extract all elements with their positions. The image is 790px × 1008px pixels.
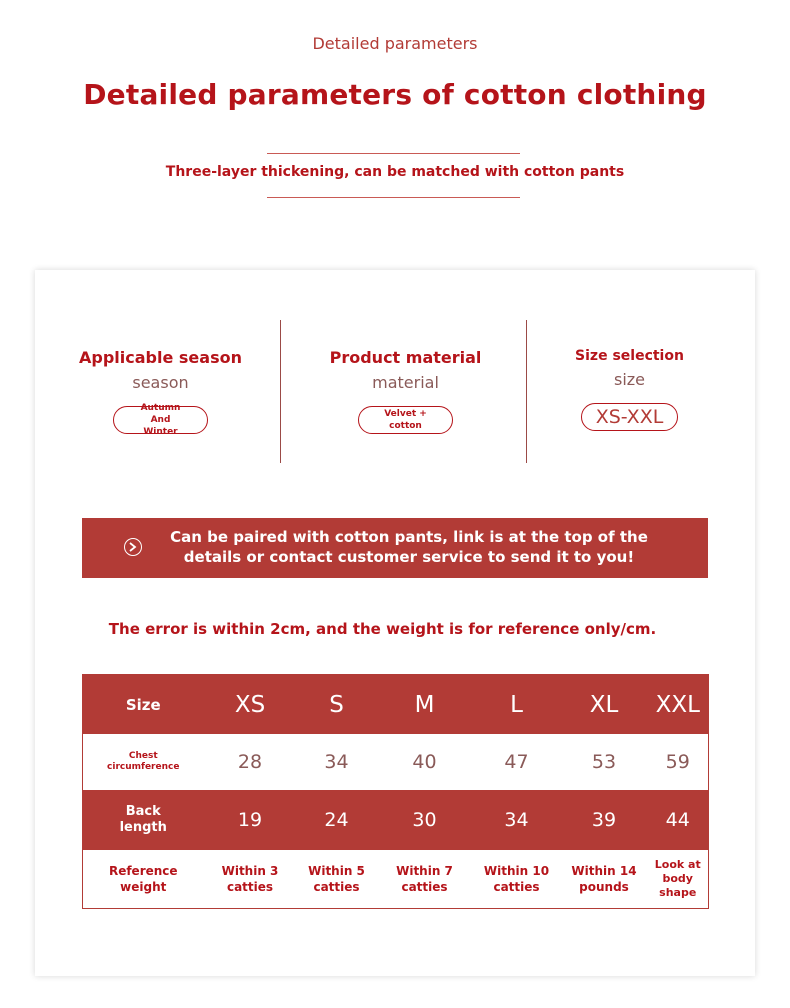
chest-cell: 28	[204, 734, 297, 790]
season-column	[38, 320, 283, 437]
weight-cell: Within 10 catties	[473, 850, 561, 909]
page-subtitle: Detailed parameters	[312, 34, 478, 53]
weight-row-label: Reference weight	[83, 850, 204, 909]
material-subtitle: material	[372, 373, 439, 392]
size-title: Size selection	[575, 348, 684, 364]
chevron-right-circle-icon	[124, 538, 142, 556]
weight-cell: Within 3 catties	[204, 850, 297, 909]
season-value-pill: Autumn And Winter	[113, 406, 208, 434]
size-cell: XS	[204, 675, 297, 735]
size-table	[82, 674, 709, 909]
chest-cell: 47	[473, 734, 561, 790]
size-subtitle: size	[613, 370, 646, 389]
banner-text: Can be paired with cotton pants, link is at the top of the details or contact customer service to send it to you!	[170, 528, 648, 566]
chest-cell: 53	[561, 734, 648, 790]
size-cell: M	[377, 675, 473, 735]
pairing-banner	[82, 518, 708, 578]
weight-cell: Look at body shape	[648, 850, 709, 909]
table-row	[83, 790, 709, 850]
size-cell: S	[297, 675, 377, 735]
back-cell: 34	[473, 790, 561, 850]
chest-cell: 34	[297, 734, 377, 790]
chest-row-label: Chest circumference	[83, 734, 204, 790]
table-row	[83, 675, 709, 735]
size-value-pill: XS-XXL	[581, 403, 678, 431]
chest-cell: 40	[377, 734, 473, 790]
page-title: Detailed parameters of cotton clothing	[83, 78, 707, 111]
weight-cell: Within 5 catties	[297, 850, 377, 909]
season-title: Applicable season	[79, 348, 242, 367]
top-divider	[267, 153, 520, 154]
material-title: Product material	[329, 348, 482, 367]
back-cell: 19	[204, 790, 297, 850]
size-cell: XL	[561, 675, 648, 735]
size-cell: XXL	[648, 675, 709, 735]
tagline: Three-layer thickening, can be matched with cotton pants	[165, 164, 625, 180]
weight-cell: Within 7 catties	[377, 850, 473, 909]
material-value-pill: Velvet + cotton	[358, 406, 453, 434]
weight-cell: Within 14 pounds	[561, 850, 648, 909]
back-cell: 30	[377, 790, 473, 850]
size-cell: L	[473, 675, 561, 735]
table-row	[83, 850, 709, 909]
table-row	[83, 734, 709, 790]
column-divider	[280, 320, 281, 463]
season-subtitle: season	[132, 373, 189, 392]
parameters-card	[35, 270, 755, 976]
size-column	[507, 320, 752, 431]
bottom-divider	[267, 197, 520, 198]
measurement-note: The error is within 2cm, and the weight is for reference only/cm.	[108, 620, 657, 638]
back-cell: 24	[297, 790, 377, 850]
back-row-label: Back length	[83, 790, 204, 850]
back-cell: 44	[648, 790, 709, 850]
material-column	[283, 320, 528, 434]
size-row-label: Size	[83, 675, 204, 735]
chest-cell: 59	[648, 734, 709, 790]
back-cell: 39	[561, 790, 648, 850]
